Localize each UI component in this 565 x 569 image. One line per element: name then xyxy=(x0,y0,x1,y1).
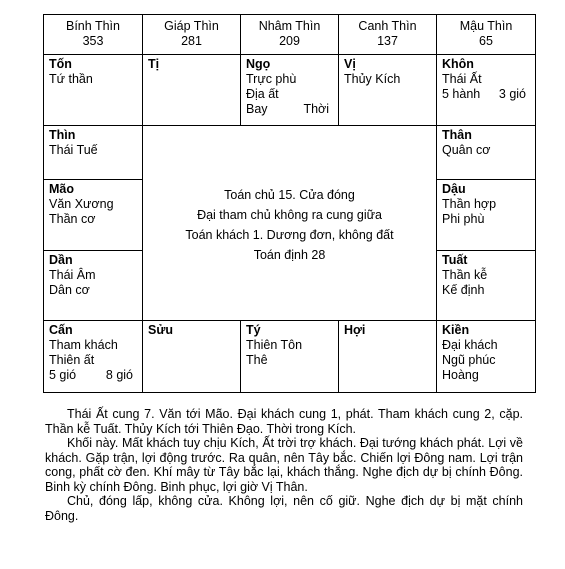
cell-ti xyxy=(143,55,241,126)
cell-ty: Tý Thiên Tôn Thê xyxy=(241,321,339,393)
header-cell: Bính Thìn 353 xyxy=(44,15,143,55)
cell-ton: Tốn Tứ thần xyxy=(44,55,143,126)
cell-mao: Mão Văn Xương Thần cơ xyxy=(44,180,143,251)
cell-title: Thìn xyxy=(49,128,76,142)
cell-title: Tốn xyxy=(49,57,72,71)
cell-kien: Kiền Đại khách Ngũ phúc Hoàng xyxy=(437,321,536,393)
cell-hoi xyxy=(339,321,437,393)
cell-title: Dậu xyxy=(442,182,466,196)
cell-title: Dần xyxy=(49,253,73,267)
cell-title: Sửu xyxy=(148,323,174,337)
cell-title: Hợi xyxy=(344,323,366,337)
cell-khon: Khôn Thái Ất 5 hành 3 gió xyxy=(437,55,536,126)
paragraph: Chủ, đóng lấp, không cửa. Không lợi, nên cố giữ. Nghe địch dự bị mặt chính Đông. xyxy=(45,494,523,523)
cell-title: Thân xyxy=(442,128,472,142)
header-cell: Giáp Thìn 281 xyxy=(143,15,241,55)
thai-at-chart xyxy=(43,14,536,393)
cell-thin: Thìn Thái Tuế xyxy=(44,126,143,180)
cell-title: Cấn xyxy=(49,323,73,337)
center-panel: Toán chủ 15. Cửa đóng Đại tham chủ không ra cung giữa Toán khách 1. Dương đơn, không đất Toán định 28 xyxy=(143,126,437,321)
header-cell: Canh Thìn 137 xyxy=(339,15,437,55)
header-cell: Nhâm Thìn 209 xyxy=(241,15,339,55)
interpretation-text xyxy=(45,407,523,523)
header-cell: Mậu Thìn 65 xyxy=(437,15,536,55)
paragraph: Khối này. Mất khách tuy chịu Kích, Ất trời trợ khách. Đại tướng khách phát. Lợi về khách. Gặp trận, lợi động trước. Ra quân, nên Tây bắc. Chiến lợi Đông nam. Lợi trận cong, phất cờ đen. Khí mây từ Tây bắc lại, khách thắng. Nghe địch dự bị chính Đông. Binh kỳ chính Đông. Binh phục, lợi giờ Vị Thân. xyxy=(45,436,523,494)
cell-title: Tý xyxy=(246,323,261,337)
cell-title: Vị xyxy=(344,57,356,71)
cell-title: Mão xyxy=(49,182,74,196)
cell-ngo: Ngọ Trực phù Địa ất Bay Thời xyxy=(241,55,339,126)
cell-dan: Dần Thái Âm Dân cơ xyxy=(44,251,143,321)
cell-vi: Vị Thủy Kích xyxy=(339,55,437,126)
header-row xyxy=(44,15,536,55)
cell-tuat: Tuất Thần kễ Kế định xyxy=(437,251,536,321)
cell-title: Tuất xyxy=(442,253,468,267)
cell-can: Cấn Tham khách Thiên ất 5 gió 8 gió xyxy=(44,321,143,393)
cell-title: Khôn xyxy=(442,57,474,71)
cell-title: Tị xyxy=(148,57,160,71)
cell-title: Ngọ xyxy=(246,57,271,71)
cell-dau: Dậu Thần hợp Phi phù xyxy=(437,180,536,251)
cell-title: Kiền xyxy=(442,323,470,337)
paragraph: Thái Ất cung 7. Văn tới Mão. Đại khách cung 1, phát. Tham khách cung 2, cặp. Thần kễ Tuất. Thủy Kích tới Thiên Đạo. Thời trong Kích. xyxy=(45,407,523,436)
cell-suu xyxy=(143,321,241,393)
cell-than: Thân Quân cơ xyxy=(437,126,536,180)
